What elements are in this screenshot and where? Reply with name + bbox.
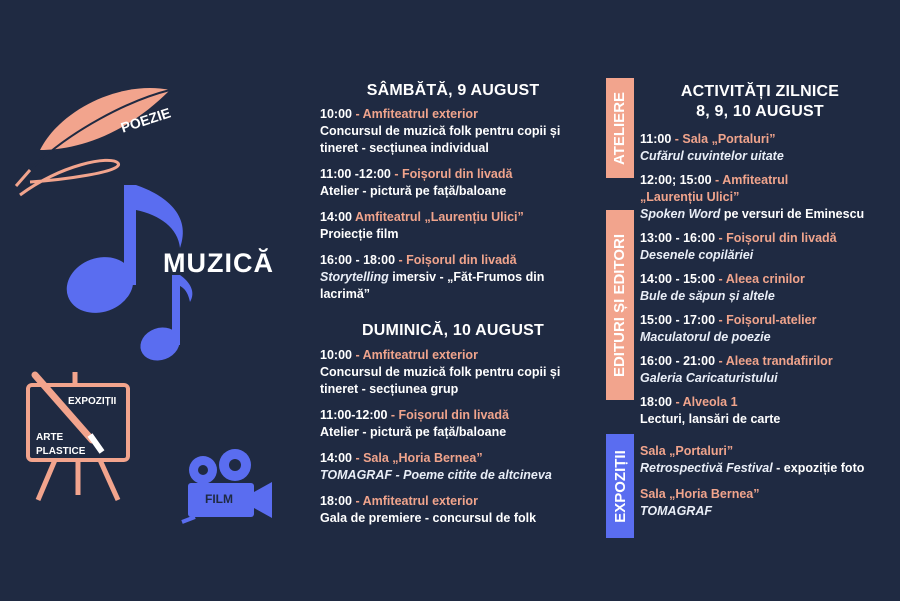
expozitii-label: EXPOZIȚII xyxy=(68,396,117,407)
daily-heading xyxy=(640,82,880,122)
list-item: 11:00 -12:00 - Foișorul din livadă Atelier - pictură pe față/baloane xyxy=(320,167,513,198)
tab-edituri: EDITURI ȘI EDITORI xyxy=(606,210,634,400)
sunday-heading: DUMINICĂ, 10 AUGUST xyxy=(362,322,544,339)
list-item: 18:00 - Alveola 1 Lecturi, lansări de carte xyxy=(640,395,781,426)
daily-dates: 8, 9, 10 AUGUST xyxy=(696,103,824,120)
arte-label: ARTE xyxy=(36,432,64,443)
list-item: 14:00 - 15:00 - Aleea crinilor Bule de săpun și altele xyxy=(640,272,805,303)
saturday-list xyxy=(320,106,590,303)
list-item: 15:00 - 17:00 - Foișorul-atelier Maculatorul de poezie xyxy=(640,313,817,344)
list-item: 13:00 - 16:00 - Foișorul din livadă Desenele copilăriei xyxy=(640,231,837,262)
tab-expozitii: EXPOZIȚII xyxy=(606,434,634,538)
list-item: 11:00 - Sala „Portaluri” Cufărul cuvintelor uitate xyxy=(640,132,784,163)
list-item: 12:00; 15:00 - Amfiteatrul „Laurențiu Ulici” Spoken Word pe versuri de Eminescu xyxy=(640,173,865,221)
illustrations xyxy=(0,0,310,601)
tab-ateliere: ATELIERE xyxy=(606,78,634,178)
film-camera-icon xyxy=(182,449,272,522)
daily-list xyxy=(640,131,895,428)
list-item: 16:00 - 21:00 - Aleea trandafirilor Galeria Caricaturistului xyxy=(640,354,833,385)
list-item: 14:00 - Sala „Horia Bernea” TOMAGRAF - Poeme citite de altcineva xyxy=(320,451,552,482)
list-item: Sala „Horia Bernea” TOMAGRAF xyxy=(640,487,760,518)
saturday-heading: SÂMBĂTĂ, 9 AUGUST xyxy=(366,82,540,99)
daily-title: ACTIVITĂȚI ZILNICE xyxy=(680,83,840,100)
poezie-label: POEZIE xyxy=(118,104,173,136)
list-item: 11:00-12:00 - Foișorul din livadă Atelier - pictură pe față/baloane xyxy=(320,408,509,439)
expo-list xyxy=(640,443,895,520)
list-item: 16:00 - 18:00 - Foișorul din livadă Storytelling imersiv - „Făt-Frumos din lacrimă” xyxy=(320,253,545,301)
plastice-label: PLASTICE xyxy=(36,446,86,457)
list-item: 18:00 - Amfiteatrul exterior Gala de premiere - concursul de folk xyxy=(320,494,537,525)
film-label: FILM xyxy=(205,492,233,506)
muzica-label: MUZICĂ xyxy=(163,248,274,278)
list-item: 14:00 Amfiteatrul „Laurențiu Ulici” Proiecție film xyxy=(320,210,524,241)
sunday-list xyxy=(320,347,590,527)
list-item: 10:00 - Amfiteatrul exterior Concursul de muzică folk pentru copii și tineret - secțiunea grup xyxy=(320,348,561,396)
list-item: 10:00 - Amfiteatrul exterior Concursul de muzică folk pentru copii și tineret - secțiunea individual xyxy=(320,107,561,155)
list-item: Sala „Portaluri” Retrospectivă Festival - expoziție foto xyxy=(640,444,865,475)
feather-icon xyxy=(16,88,170,195)
